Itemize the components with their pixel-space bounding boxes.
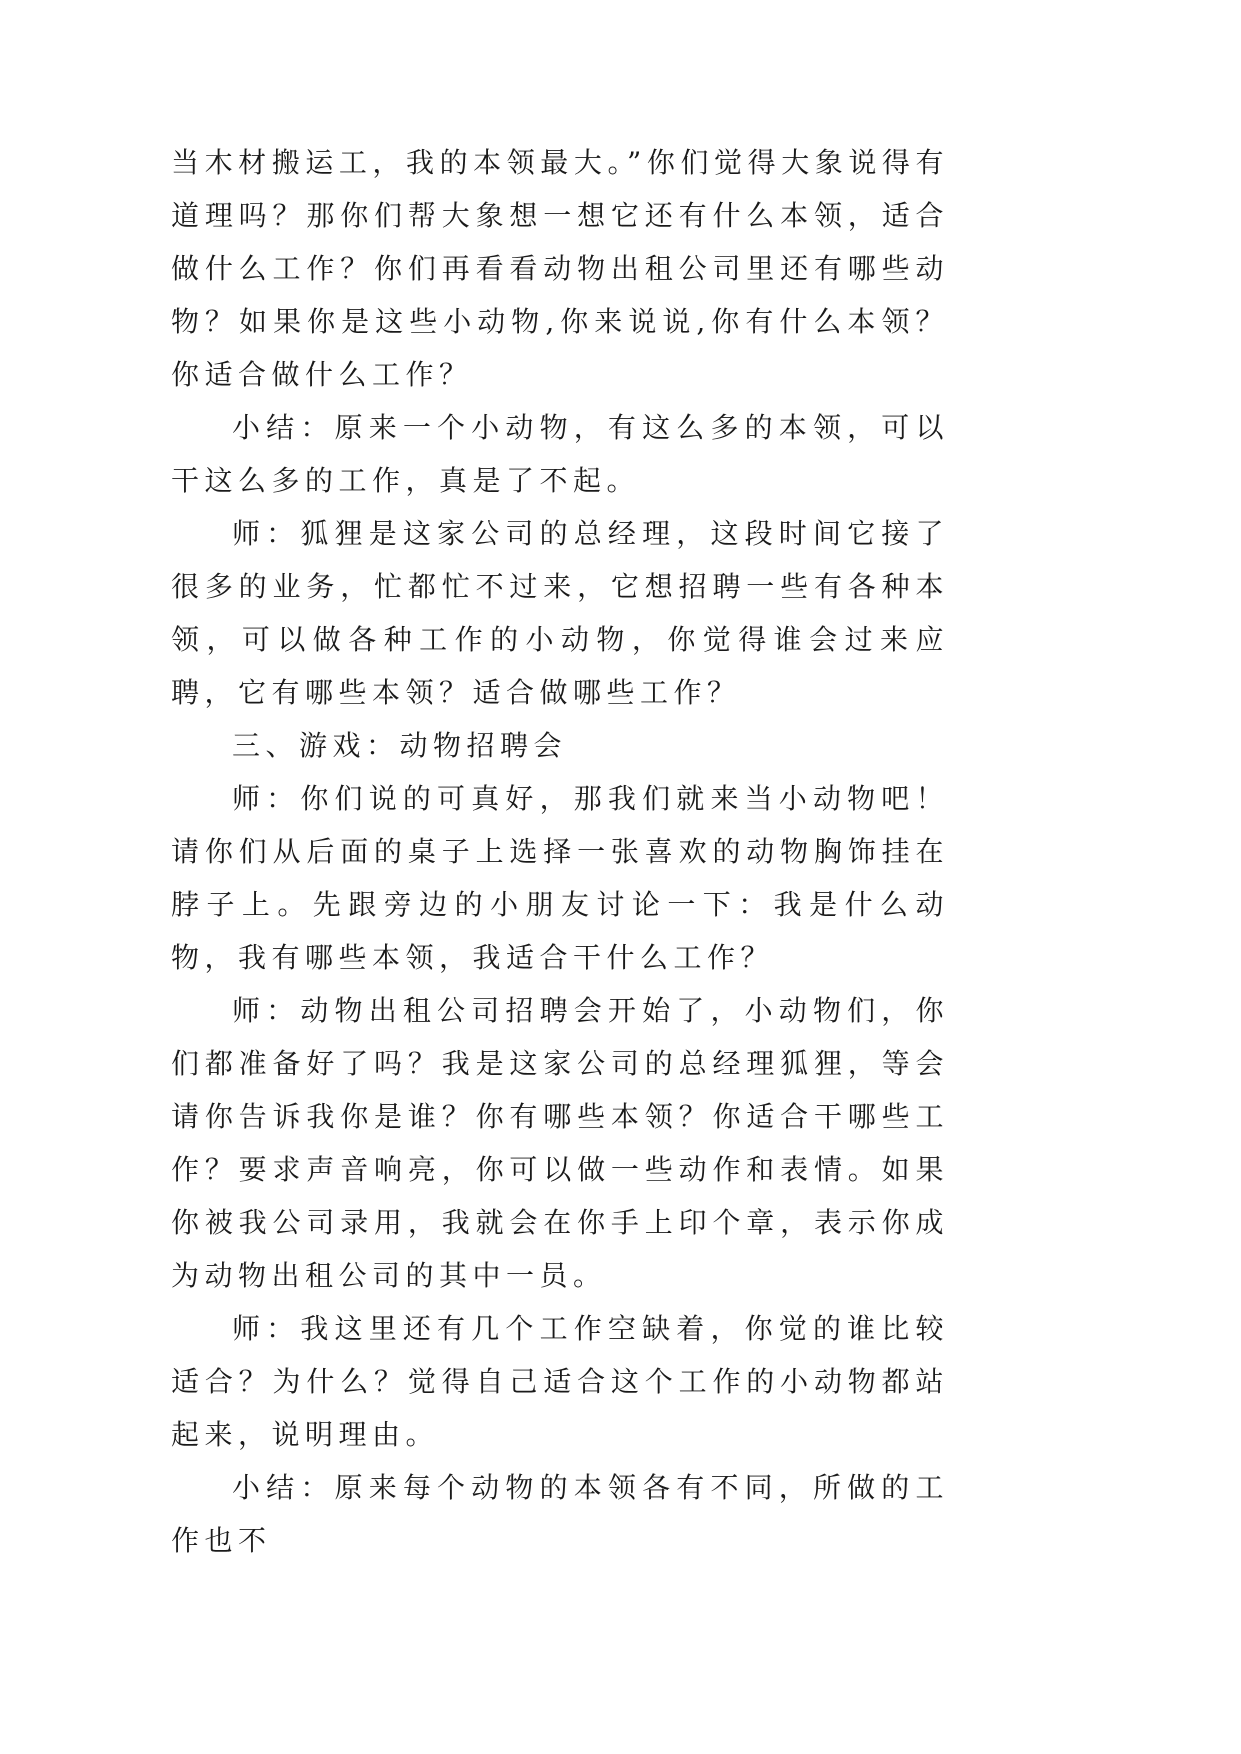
paragraph-summary-1: 小结：原来一个小动物，有这么多的本领，可以干这么多的工作，真是了不起。 [171,411,949,497]
paragraph-summary-2: 小结：原来每个动物的本领各有不同，所做的工作也不 [171,1471,949,1557]
document-page [171,136,949,1567]
paragraph-teacher-recruit: 师：动物出租公司招聘会开始了，小动物们，你们都准备好了吗？我是这家公司的总经理狐狸，等会请你告诉我你是谁？你有哪些本领？你适合干哪些工作？要求声音响亮，你可以做一些动作和表情。如果你被我公司录用，我就会在你手上印个章，表示你成为动物出租公司的其中一员。 [171,994,949,1292]
section-heading-game: 三、游戏：动物招聘会 [232,729,568,762]
paragraph-teacher-vacancy: 师：我这里还有几个工作空缺着，你觉的谁比较适合？为什么？觉得自己适合这个工作的小动物都站起来，说明理由。 [171,1312,949,1451]
paragraph-teacher-choose: 师：你们说的可真好，那我们就来当小动物吧！请你们从后面的桌子上选择一张喜欢的动物胸饰挂在脖子上。先跟旁边的小朋友讨论一下：我是什么动物，我有哪些本领，我适合干什么工作？ [171,782,949,974]
paragraph-teacher-fox: 师：狐狸是这家公司的总经理，这段时间它接了很多的业务，忙都忙不过来，它想招聘一些有各种本领，可以做各种工作的小动物，你觉得谁会过来应聘，它有哪些本领？适合做哪些工作？ [171,517,949,709]
paragraph-continuation: 当木材搬运工，我的本领最大。”你们觉得大象说得有道理吗？那你们帮大象想一想它还有什么本领，适合做什么工作？你们再看看动物出租公司里还有哪些动物？如果你是这些小动物,你来说说,你有什么本领？你适合做什么工作？ [171,146,949,391]
